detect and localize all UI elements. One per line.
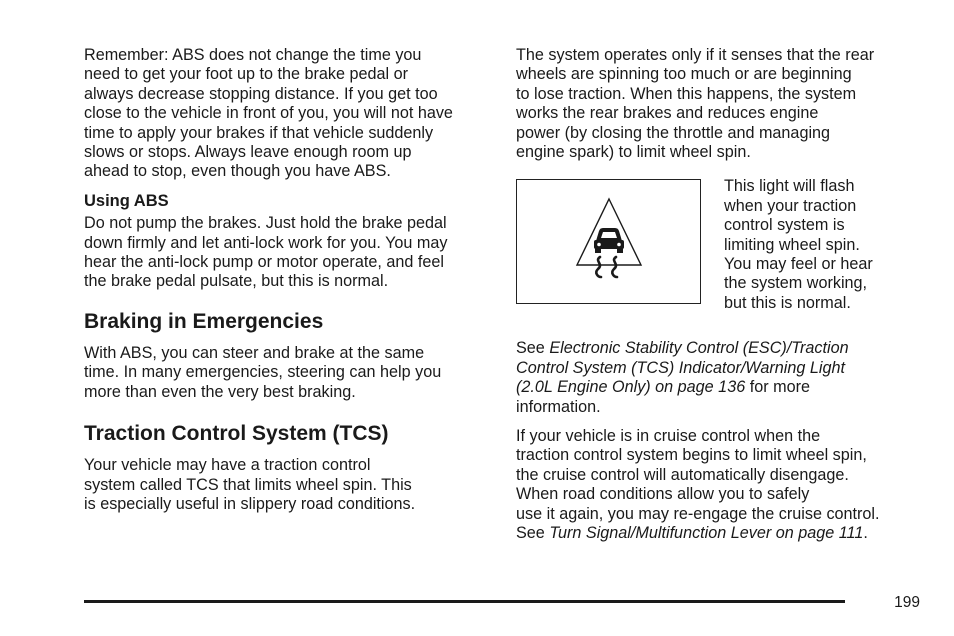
tcs-heading: Traction Control System (TCS) (84, 422, 389, 446)
see-esc-suffix: for more information. (516, 378, 810, 416)
traction-light-figure-box (516, 179, 701, 304)
right-column (516, 46, 920, 543)
traction-light-figure (516, 179, 920, 313)
traction-light-caption: This light will flash when your traction control system is limiting wheel spin. You may feel or hear the system working, but this is normal. (724, 177, 873, 312)
footer-rule (84, 600, 845, 603)
cruise-control-text: If your vehicle is in cruise control when the traction control system begins to limit wheel spin, the cruise control will automatically disengage. When road conditions allow you to safely use it again, you may re-engage the cruise control. See (516, 426, 880, 542)
braking-emergencies-heading: Braking in Emergencies (84, 309, 324, 333)
esc-tcs-indicator-reference: Electronic Stability Control (ESC)/Traction Control System (TCS) Indicator/Warning Light (2.0L Engine Only) on page 136 (516, 339, 849, 397)
system-operates-paragraph: The system operates only if it senses that the rear wheels are spinning too much or are beginning to lose traction. When this happens, the system works the rear brakes and reduces engine power (by closing the throttle and managing engine spark) to limit wheel spin. (516, 46, 875, 162)
left-column (84, 46, 484, 514)
cruise-control-paragraph (516, 427, 920, 543)
using-abs-paragraph: Do not pump the brakes. Just hold the brake pedal down firmly and let anti-lock work for you. You may hear the anti-lock pump or motor operate, and feel the brake pedal pulsate, but this is normal. (84, 214, 448, 291)
traction-control-warning-icon (574, 197, 644, 287)
see-esc-prefix: See (516, 339, 550, 358)
cruise-control-suffix: . (863, 523, 868, 542)
page-number: 199 (894, 594, 920, 611)
abs-remember-paragraph: Remember: ABS does not change the time you need to get your foot up to the brake pedal or always decrease stopping distance. If you get too close to the vehicle in front of you, you will not have time to apply your brakes if that vehicle suddenly slows or stops. Always leave enough room up ahead to stop, even though you have ABS. (84, 46, 453, 181)
turn-signal-lever-reference: Turn Signal/Multifunction Lever on page 111 (549, 523, 864, 542)
braking-emergencies-paragraph: With ABS, you can steer and brake at the same time. In many emergencies, steering can help you more than even the very best braking. (84, 343, 442, 401)
using-abs-subheading: Using ABS (84, 191, 169, 210)
see-esc-paragraph (516, 339, 920, 417)
tcs-paragraph: Your vehicle may have a traction control system called TCS that limits wheel spin. This is especially useful in slippery road conditions. (84, 456, 416, 513)
